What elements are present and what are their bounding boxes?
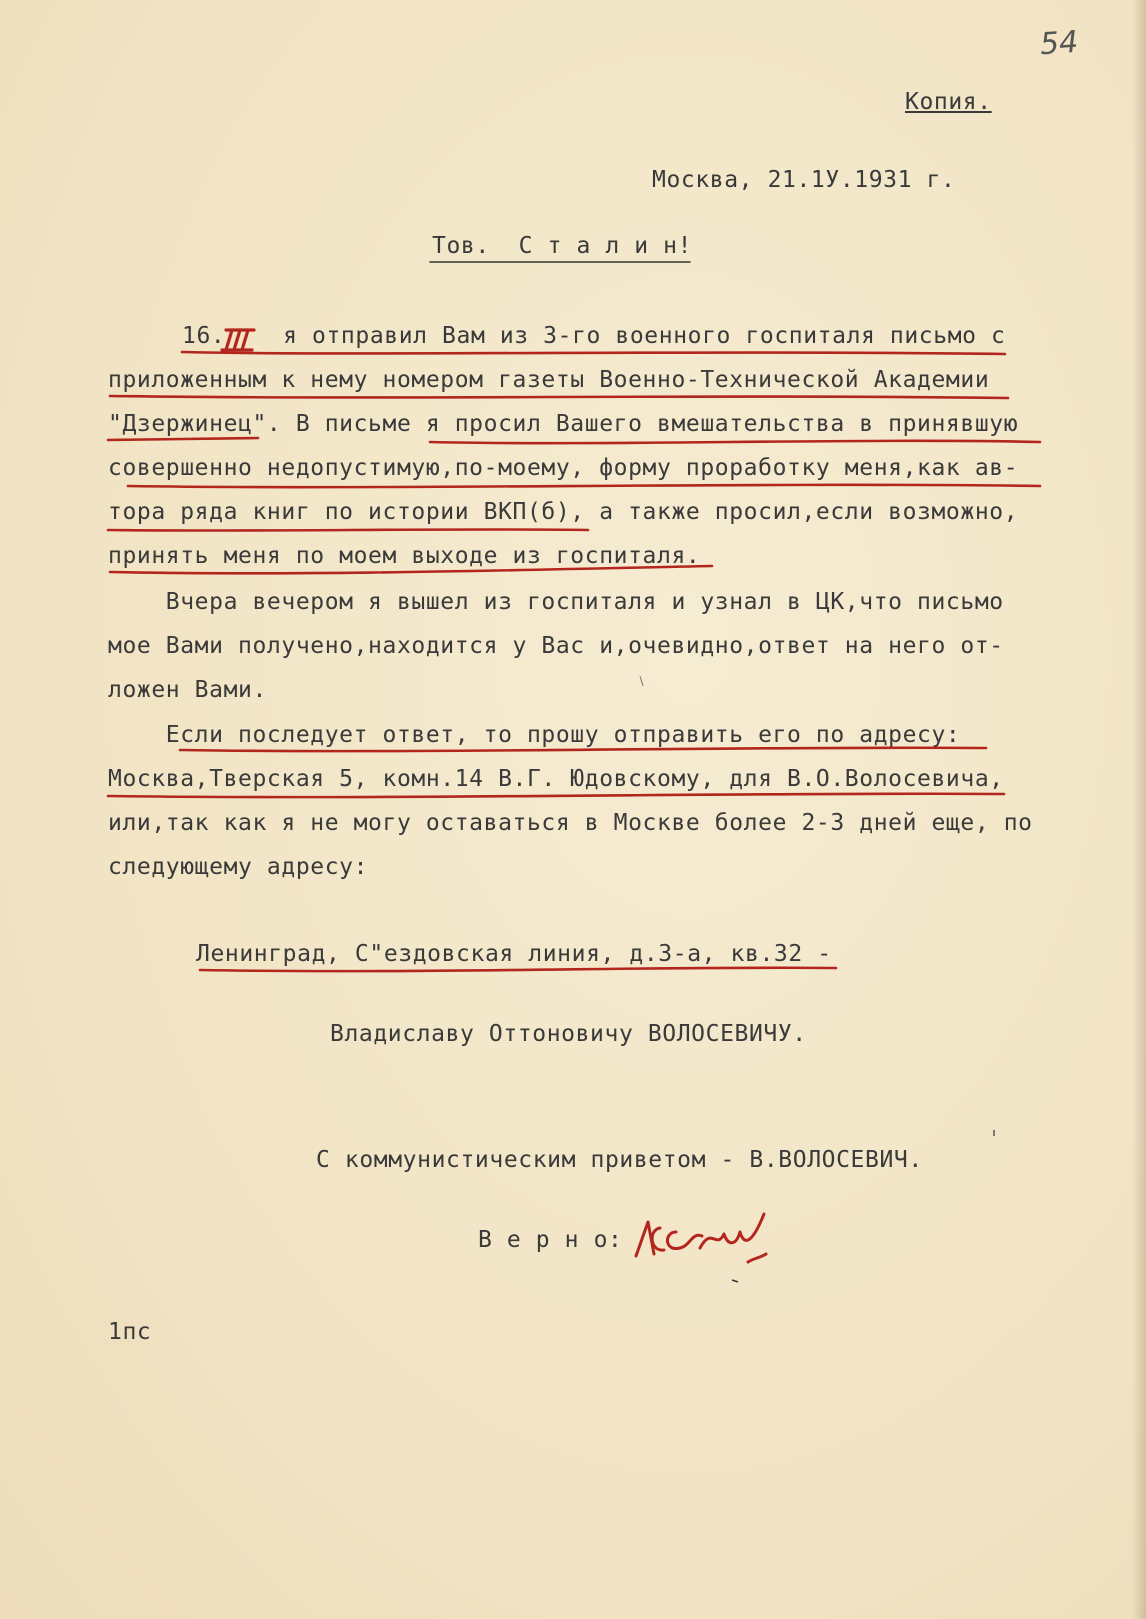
underline-line-1 [182,352,1005,354]
body-line-7: Вчера вечером я вышел из госпиталя и узнал в ЦК,что письмо [108,589,1004,615]
underline-line-3 [108,438,1040,443]
stray-mark [732,1280,738,1282]
underline-line-4 [128,485,1040,487]
underline-line-11 [108,794,1004,797]
body-line-1: 16. я отправил Вам из 3-го военного госпиталя письмо с [182,323,1006,349]
body-line-12: или,так как я не могу оставаться в Москве более 2-3 дней еще, по [108,810,1033,836]
body-line-13: следующему адресу: [108,854,369,880]
body-line-8: мое Вами получено,находится у Вас и,очевидно,ответ на него от- [108,633,1004,659]
body-line-5: тора ряда книг по истории ВКП(б), а также просил,если возможно, [108,499,1019,525]
body-line-2: приложенным к нему номером газеты Военно-Технической Академии [108,367,990,393]
date-line: Москва, 21.1У.1931 г. [652,167,956,193]
body-line-3: "Дзержинец". В письме я просил Вашего вмешательства в принявшую [108,411,1019,437]
closing-line: С коммунистическим приветом - В.ВОЛОСЕВИЧ. [316,1147,923,1173]
copy-label: Копия. [905,89,992,115]
underline-line-6 [110,566,712,573]
body-line-4: совершенно недопустимую,по-моему, форму проработку меня,как ав- [108,455,1019,481]
page-number: 54 [1038,24,1080,63]
underline-line-10 [180,748,986,751]
handwritten-month-mark [222,330,254,350]
stray-mark [640,676,643,686]
footer-code: 1пс [108,1319,152,1345]
verified-label: В е р н о: [478,1227,623,1253]
underline-line-2 [110,396,1008,398]
body-line-10: Если последует ответ, то прошу отправить его по адресу: [108,722,961,748]
body-line-6: принять меня по моем выходе из госпиталя. [108,543,701,569]
body-line-9: ложен Вами. [108,677,267,703]
body-line-11: Москва,Тверская 5, комн.14 В.Г. Юдовскому, для В.О.Волосевича, [108,766,1004,792]
salutation: Тов. С т а л и н! [432,233,693,259]
handwritten-signature [636,1214,766,1262]
recipient-line: Владиславу Оттоновичу ВОЛОСЕВИЧУ. [330,1021,807,1047]
address-line: Ленинград, С"ездовская линия, д.3-а, кв.32 - [196,941,832,967]
handwritten-month-text [226,322,228,323]
underline-address [200,968,836,971]
underline-line-5 [108,529,588,530]
